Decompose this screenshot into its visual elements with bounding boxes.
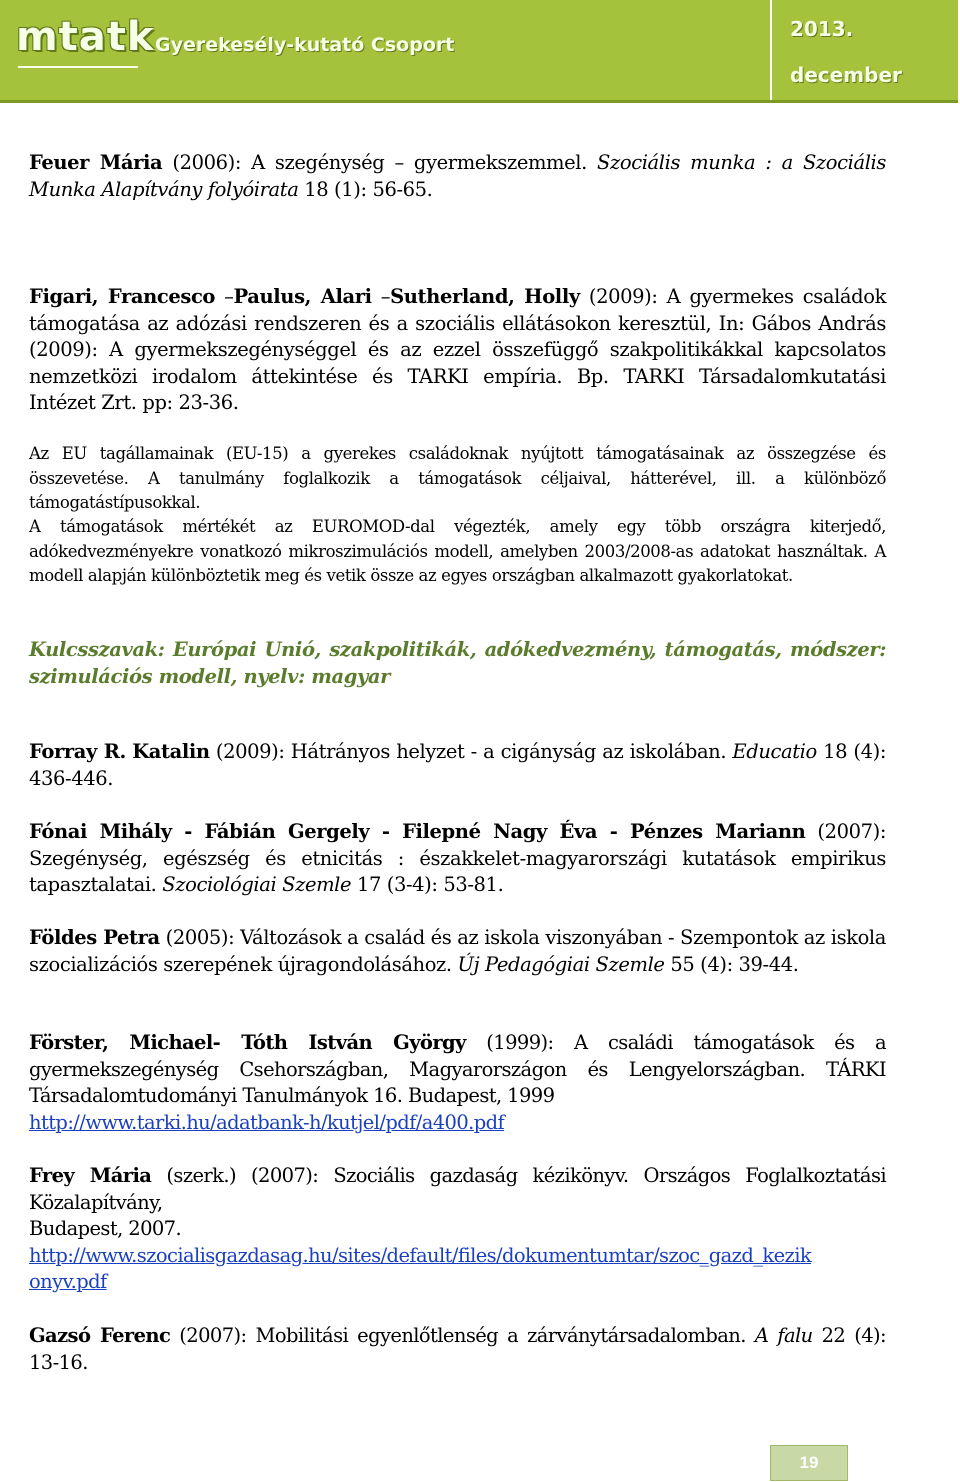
reference-journal: Educatio xyxy=(732,740,817,763)
page-header xyxy=(0,0,958,103)
reference-author: Feuer Mária xyxy=(29,151,163,174)
reference-link-continuation[interactable]: onyv.pdf xyxy=(29,1270,107,1293)
reference-author: Sutherland, Holly xyxy=(390,285,580,308)
reference-forster: Förster, Michael- Tóth István György (1999): A családi támogatások és a gyermekszegénység Csehországban, Magyarországon és Lengyelországban. TÁRKI Társadalomtudományi Tanulmányok 16. Budapest, 1999 http://www.tarki.hu/adatbank-h/kutjel/pdf/a400.pdf xyxy=(29,1031,886,1134)
reference-frey: Frey Mária (szerk.) (2007): Szociális gazdaság kézikönyv. Országos Foglalkoztatási Közalapítvány, Budapest, 2007. http://www.szocialisgazdasag.hu/sites/default/files/dokumentumtar/szoc_gazd_kezik onyv.pdf xyxy=(29,1164,887,1293)
reference-journal: A falu xyxy=(754,1324,813,1347)
reference-author: Gazsó Ferenc xyxy=(29,1324,171,1347)
abstract-paragraph: A támogatások mértékét az EUROMOD-dal végezték, amely egy több országra kiterjedő, adókedvezményekre vonatkozó mikroszimulációs modell, amelyben 2003/2008-as adatokat használtak. A modell alapján különböztetik meg és vetik össze az egyes országban alkalmazott gyakorlatokat. xyxy=(29,517,886,585)
reference-gazso: Gazsó Ferenc (2007): Mobilitási egyenlőtlenség a zárványtársadalomban. A falu 22 (4): 13-16. xyxy=(29,1324,887,1374)
reference-forray: Forray R. Katalin (2009): Hátrányos helyzet - a cigányság az iskolában. Educatio 18 (4): 436-446. xyxy=(29,740,886,790)
reference-author: Földes Petra xyxy=(29,926,160,949)
reference-journal: Szociális munka : a Szociális Munka Alapítvány folyóirata xyxy=(29,151,886,201)
header-year: 2013. xyxy=(790,17,854,41)
header-divider xyxy=(770,0,772,100)
reference-link[interactable]: http://www.tarki.hu/adatbank-h/kutjel/pdf/a400.pdf xyxy=(29,1110,505,1134)
abstract-paragraph: Az EU tagállamainak (EU-15) a gyerekes családoknak nyújtott támogatásainak az összegzése és összevetése. A tanulmány foglalkozik a támogatások céljaival, hátterével, ill. a különböző támogatástípusokkal. xyxy=(29,444,886,512)
reference-foldes: Földes Petra (2005): Változások a család és az iskola viszonyában - Szempontok az iskola szocializációs szerepének újragondolásához. Új Pedagógiai Szemle 55 (4): 39-44. xyxy=(29,926,886,976)
reference-link[interactable]: http://www.szocialisgazdasag.hu/sites/default/files/dokumentumtar/szoc_gazd_kezik xyxy=(29,1243,812,1267)
keywords: Kulcsszavak: Európai Unió, szakpolitikák, adókedvezmény, támogatás, módszer: szimulációs modell, nyelv: magyar xyxy=(29,638,886,688)
brand-logo: mtatk xyxy=(16,14,155,60)
brand-underline xyxy=(18,66,138,68)
reference-author: Katalin xyxy=(132,740,210,763)
reference-author: Figari, Francesco xyxy=(29,285,216,308)
reference-fonai: Fónai Mihály - Fábián Gergely - Filepné Nagy Éva - Pénzes Mariann (2007): Szegénység, egészség és etnicitás : északkelet-magyarországi kutatások empirikus tapasztalatai. Szociológiai Szemle 17 (3-4): 53-81. xyxy=(29,820,886,896)
group-title: Gyerekesély-kutató Csoport xyxy=(155,34,455,56)
reference-author: Fónai Mihály - Fábián Gergely - Filepné Nagy Éva - Pénzes Mariann xyxy=(29,820,806,843)
reference-figari: Figari, Francesco –Paulus, Alari –Sutherland, Holly (2009): A gyermekes családok támogatása az adózási rendszeren és a szociális ellátásokon keresztül, In: Gábos András (2009): A gyermekszegénységgel és az ezzel összefüggő szakpolitikákkal kapcsolatos nemzetközi irodalom áttekintése és TARKI empíria. Bp. TARKI Társadalomkutatási Intézet Zrt. pp: 23-36. xyxy=(29,285,886,414)
reference-author: Förster, Michael- Tóth István György xyxy=(29,1031,466,1054)
reference-author: Frey Mária xyxy=(29,1164,152,1187)
header-month: december xyxy=(790,63,902,87)
reference-author: Forray R. xyxy=(29,740,126,763)
reference-journal: Új Pedagógiai Szemle xyxy=(457,952,665,976)
reference-journal: Szociológiai Szemle xyxy=(162,873,352,896)
page-number: 19 xyxy=(770,1445,848,1481)
reference-feuer: Feuer Mária (2006): A szegénység – gyermekszemmel. Szociális munka : a Szociális Munka Alapítvány folyóirata 18 (1): 56-65. xyxy=(29,151,886,201)
reference-author: Paulus, Alari xyxy=(233,285,372,308)
